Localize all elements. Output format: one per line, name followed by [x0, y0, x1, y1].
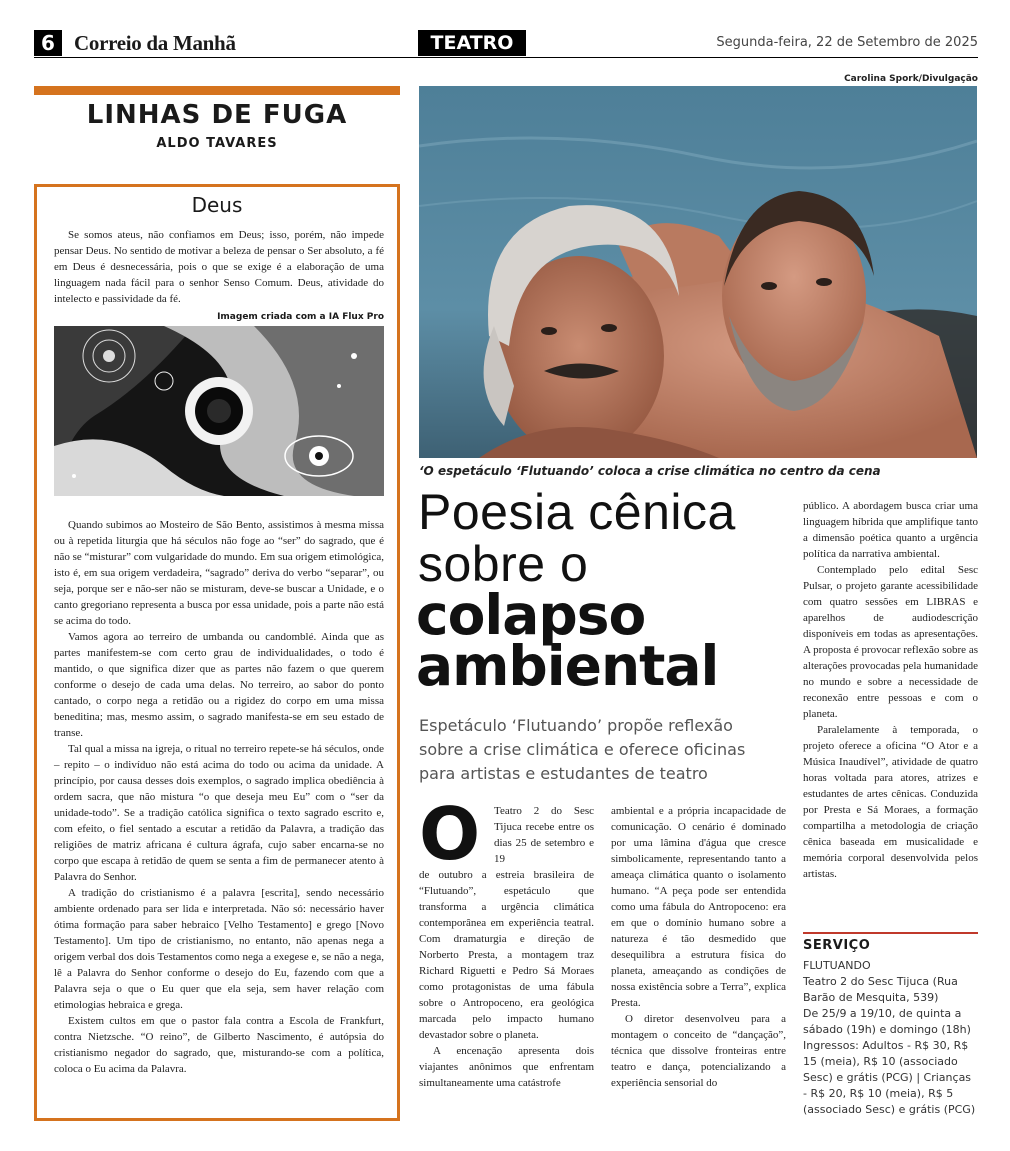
- photo-credit: Carolina Spork/Divulgação: [844, 74, 978, 84]
- article-paragraph: Contemplado pelo edital Sesc Pulsar, o projeto garante acessibilidade com quatro sessões em LIBRAS e aparelhos de audiodescrição disponíveis em todas as apresentações. A proposta é provocar reflexão sobre as alterações provocadas pela humanidade no mundo e sobre a necessidade de reconexão entre pessoas e com o planeta.: [803, 564, 978, 720]
- issue-date: Segunda-feira, 22 de Setembro de 2025: [716, 35, 978, 50]
- servico-body: [803, 958, 978, 1118]
- article-paragraph: ambiental e a própria incapacidade de comunicação. O cenário é dominado por uma lâmina d'água que cresce simbolicamente, representando tanto a ameaça climática quanto o isolamento humano. “A peça pode ser entendida como uma fábula do Antropoceno: era em que o domínio humano sobre a natureza é tão desmedido que desequilibra a estrutura física do planeta, ameaçando as condições de nossa existência sobre a Terra”, explica Presta.: [611, 805, 786, 1009]
- article-column-2: [611, 803, 786, 1091]
- opinion-box: [34, 184, 400, 1121]
- article-column-1: [419, 867, 594, 1091]
- headline-line: ambiental: [416, 634, 719, 698]
- opinion-intro: Se somos ateus, não confiamos em Deus; isso, porém, não impede pensar Deus. No sentido de motivar a beleza de pensar o Ser absoluto, a fé em Deus é desnecessária, pois o que se exige é a elaboração de uma linguagem nada fácil para o senhor Senso Comum. Deus, atividade do intelecto e passividade da fé.: [54, 229, 384, 305]
- column-accent-bar: [34, 86, 400, 95]
- drop-cap: O: [419, 792, 481, 876]
- headline-line: Poesia cênica: [418, 484, 736, 540]
- article-paragraph: A encenação apresenta dois viajantes anônimos que enfrentam simultaneamente uma catástrofe: [419, 1045, 594, 1089]
- column-author: ALDO TAVARES: [156, 136, 278, 151]
- opinion-paragraph: A tradição do cristianismo é a palavra [escrita], sendo necessário ambiente ordenado para ser lida e interpretada. Não só: necessário haver ótima formação para saber hebraico [Velho Testamento] e grego [Novo Testamento]. Um tipo de cristianismo, no entanto, não apenas nega a origem verbal dos dois Testamentos como nega a exegese e, se não a nega, lê a Palavra do Senhor conforme o desejo do Eu, fazendo com que a Palavra seja o que o Eu quer que ela seja, sem haver relação com etimologias hebraica e grega.: [54, 887, 384, 1011]
- servico-rule: [803, 932, 978, 934]
- abstract-art-svg: [54, 326, 384, 496]
- section-label: TEATRO: [418, 30, 526, 56]
- servico-venue: Teatro 2 do Sesc Tijuca (Rua Barão de Mesquita, 539): [803, 975, 958, 1004]
- article-paragraph: de outubro a estreia brasileira de “Flutuando”, espetáculo que transforma a urgência climática contemporânea em experiência teatral. Com dramaturgia e direção de Norberto Presta, a montagem traz Richard Riguetti e Pedro Sá Moraes como protagonistas de uma fábula sobre o Antropoceno, era geológica marcada pelo impacto humano devastador sobre o planeta.: [419, 869, 594, 1041]
- newspaper-name: Correio da Manhã: [74, 31, 236, 55]
- opinion-title: Deus: [191, 193, 243, 217]
- servico-dates: De 25/9 a 19/10, de quinta a sábado (19h) e domingo (18h): [803, 1007, 971, 1036]
- opinion-paragraph: Existem cultos em que o pastor fala contra a Escola de Frankfurt, contra Nietzsche. “O reino”, de Gilberto Nascimento, é autópsia do cristianismo negador do sagrado, que, misturando-se com a política, coloca o Eu acima da Palavra.: [54, 1015, 384, 1075]
- headline-line: sobre o: [418, 536, 589, 592]
- headline-light: [418, 486, 736, 590]
- article-lead-top: Teatro 2 do Sesc Tijuca recebe entre os dias 25 de setembro e 19: [494, 805, 594, 865]
- article-paragraph: O diretor desenvolveu para a montagem o conceito de “dançação”, técnica que dissolve fronteiras entre teatro e dança, potencializando a experiência sensorial do: [611, 1013, 786, 1089]
- abstract-illustration: [54, 326, 384, 496]
- image-credit: Imagem criada com a IA Flux Pro: [217, 312, 384, 322]
- servico-title: SERVIÇO: [803, 938, 871, 953]
- article-column-3: [803, 498, 978, 882]
- column-title: LINHAS DE FUGA: [86, 100, 348, 130]
- page-header: [34, 30, 978, 58]
- opinion-paragraph: Quando subimos ao Mosteiro de São Bento, assistimos à mesma missa ou à repetida liturgia que há séculos não foge ao “ser” do sagrado, que é não se “misturar” com vulgaridade do mundo. Em sua origem etimológica, isto é, em sua origem verdadeira, “sagrado” deriva do verbo “separar”, ou seja, porque ser e não-ser não se misturam, deve-se buscar a Unidade, e o canto gregoriano representa a busca por essa unidade, pois a parte não está se acima do todo.: [54, 519, 384, 627]
- servico-tickets: Ingressos: Adultos - R$ 30, R$ 15 (meia), R$ 10 (associado Sesc) e grátis (PCG) | Crianças - R$ 20, R$ 10 (meia), R$ 5 (associado Sesc) e grátis (PCG): [803, 1039, 976, 1116]
- headline-bold: [416, 583, 719, 698]
- article-photo: [419, 86, 977, 458]
- opinion-paragraph: Tal qual a missa na igreja, o ritual no terreiro repete-se há séculos, onde – repito – o indivíduo não está acima do todo ou acima da unidade. A princípio, por causa desses dois exemplos, o sagrado implica obediência à ordem sacra, que não mistura “o que deseja meu Eu” com o “ser da unidade-todo”. Se a tradição católica significa o texto sagrado escrito e, com efeito, o fiel sentado a escutar a retidão da Palavra, a tradição das religiões de matriz africana é cultura ágrafa, cujo saber encarna-se no corpo que escapa à retidão de quem se senta a fim de permanecer atento à Palavra do Senhor.: [54, 743, 384, 883]
- article-paragraph: Paralelamente à temporada, o projeto oferece a oficina “O Ator e a Música Inaudível”, atividade de quatro horas voltada para atores, atrizes e estudantes de artes cênicas. Conduzida por Presta e Sá Moraes, a formação compartilha a metodologia de criação cênica baseada em musicalidade e memória corporal desenvolvida pelos artistas.: [803, 724, 978, 880]
- page-number: 6: [34, 30, 62, 56]
- article-paragraph: público. A abordagem busca criar uma linguagem híbrida que amplifique tanto a dimensão poética quanto a urgência política da narrativa ambiental.: [803, 500, 978, 560]
- opinion-paragraph: Vamos agora ao terreiro de umbanda ou candomblé. Ainda que as partes manifestem-se com certo grau de individualidades, o todo é mantido, o que significa dizer que as partes não fazem o que querem conforme o desejo de cada uma delas. No terreiro, ao sabor do ponto cantado, o corpo nega a retidão ou a rigidez do corpo em uma missa beneditina; mas, mesmo assim, o sagrado manifesta-se em seu estado de transe.: [54, 631, 384, 739]
- article-deck: Espetáculo ‘Flutuando’ propõe reflexão sobre a crise climática e oferece oficinas para artistas e estudantes de teatro: [419, 716, 746, 783]
- photo-illustration-svg: [419, 86, 977, 458]
- photo-caption: ‘O espetáculo ‘Flutuando’ coloca a crise climática no centro da cena: [419, 464, 881, 478]
- servico-name: FLUTUANDO: [803, 959, 871, 972]
- headline-line: colapso: [416, 583, 646, 647]
- opinion-body: [54, 517, 384, 1077]
